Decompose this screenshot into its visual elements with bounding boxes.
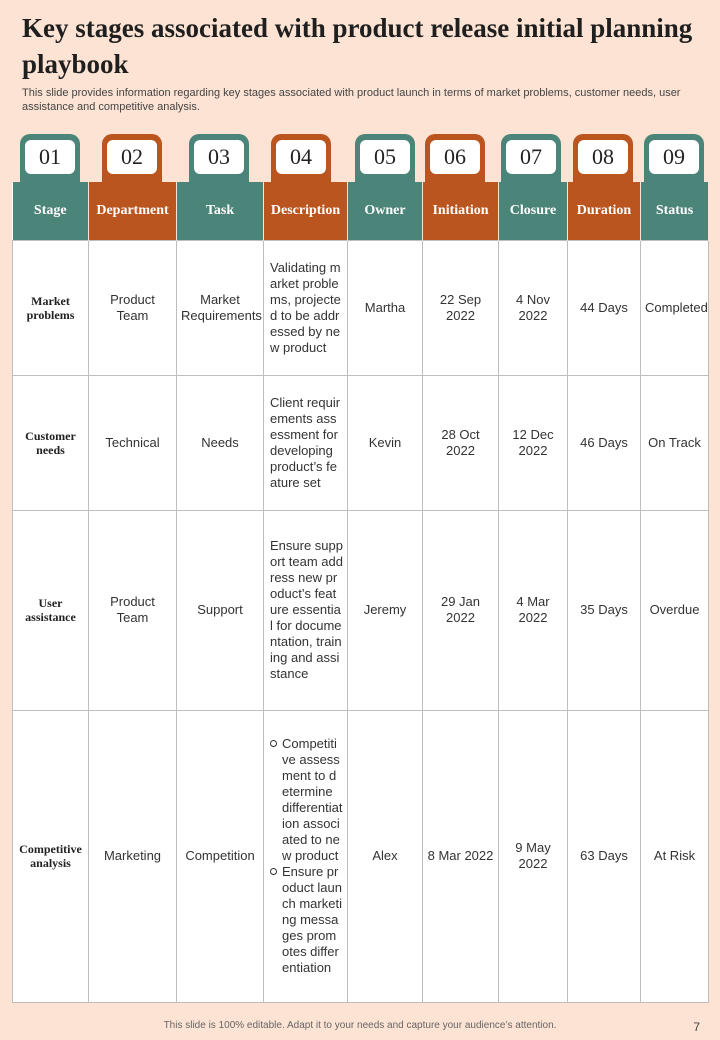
table-header-row	[13, 182, 709, 240]
table-row	[13, 510, 709, 710]
description-bullet: Competitive assessment to determine differentiation associated to new product	[270, 736, 343, 864]
cell-duration: 35 Days	[568, 510, 641, 710]
cell-status: At Risk	[641, 710, 709, 1002]
footer-note: This slide is 100% editable. Adapt it to your needs and capture your audience’s attention.	[163, 1020, 557, 1031]
cell-description	[264, 240, 348, 375]
table-row	[13, 375, 709, 510]
cell-stage: Market problems	[13, 240, 89, 375]
cell-owner: Alex	[348, 710, 423, 1002]
tab-01	[20, 134, 80, 188]
cell-initiation: 28 Oct 2022	[423, 375, 499, 510]
tab-number: 05	[360, 140, 410, 174]
cell-closure: 4 Mar 2022	[499, 510, 568, 710]
cell-department: Marketing	[89, 710, 177, 1002]
cell-description	[264, 510, 348, 710]
header-status: Status	[641, 182, 709, 240]
cell-duration: 46 Days	[568, 375, 641, 510]
tab-03	[189, 134, 249, 188]
cell-stage: Competitive analysis	[13, 710, 89, 1002]
tab-number: 02	[107, 140, 157, 174]
cell-department: Technical	[89, 375, 177, 510]
cell-stage: User assistance	[13, 510, 89, 710]
tab-number: 03	[194, 140, 244, 174]
description-text: Validating market problems, projected to be addressed by new product	[270, 259, 341, 355]
tab-07	[501, 134, 561, 188]
tab-number: 01	[25, 140, 75, 174]
description-list	[270, 736, 343, 976]
cell-description	[264, 710, 348, 1002]
header-duration: Duration	[568, 182, 641, 240]
header-task: Task	[177, 182, 264, 240]
cell-closure: 4 Nov 2022	[499, 240, 568, 375]
cell-task: Competition	[177, 710, 264, 1002]
header-owner: Owner	[348, 182, 423, 240]
tab-09	[644, 134, 704, 188]
header-description: Description	[264, 182, 348, 240]
tab-05	[355, 134, 415, 188]
cell-status: Completed	[641, 240, 709, 375]
cell-status: Overdue	[641, 510, 709, 710]
cell-status: On Track	[641, 375, 709, 510]
cell-department: Product Team	[89, 510, 177, 710]
cell-task: Needs	[177, 375, 264, 510]
tab-08	[573, 134, 633, 188]
tab-06	[425, 134, 485, 188]
tab-number: 07	[506, 140, 556, 174]
cell-task: Market Requirements	[177, 240, 264, 375]
table-row	[13, 240, 709, 375]
cell-description	[264, 375, 348, 510]
tab-04	[271, 134, 331, 188]
description-text: Client requirements assessment for developing product’s feature set	[270, 394, 341, 490]
tab-number: 08	[578, 140, 628, 174]
stages-table-container	[12, 134, 708, 1004]
cell-department: Product Team	[89, 240, 177, 375]
page-number: 7	[693, 1020, 700, 1034]
cell-stage: Customer needs	[13, 375, 89, 510]
tab-number: 06	[430, 140, 480, 174]
header-closure: Closure	[499, 182, 568, 240]
description-text: Ensure support team address new product’s feature essential for documentation, training and assistance	[270, 538, 343, 681]
header-stage: Stage	[13, 182, 89, 240]
cell-owner: Martha	[348, 240, 423, 375]
cell-initiation: 22 Sep 2022	[423, 240, 499, 375]
description-bullet: Ensure product launch marketing messages promotes differentiation	[270, 864, 343, 976]
cell-owner: Kevin	[348, 375, 423, 510]
cell-duration: 63 Days	[568, 710, 641, 1002]
tab-02	[102, 134, 162, 188]
cell-owner: Jeremy	[348, 510, 423, 710]
stages-table	[12, 182, 709, 1003]
header-initiation: Initiation	[423, 182, 499, 240]
cell-closure: 12 Dec 2022	[499, 375, 568, 510]
cell-closure: 9 May 2022	[499, 710, 568, 1002]
tab-number: 04	[276, 140, 326, 174]
tab-number: 09	[649, 140, 699, 174]
cell-task: Support	[177, 510, 264, 710]
cell-initiation: 29 Jan 2022	[423, 510, 499, 710]
table-row	[13, 710, 709, 1002]
cell-initiation: 8 Mar 2022	[423, 710, 499, 1002]
page-title: Key stages associated with product release initial planning playbook	[22, 13, 693, 79]
cell-duration: 44 Days	[568, 240, 641, 375]
header-department: Department	[89, 182, 177, 240]
page-subtitle: This slide provides information regarding key stages associated with product launch in terms of market problems, customer needs, user assistance and competitive analysis.	[22, 87, 681, 113]
column-number-tabs	[12, 134, 708, 182]
